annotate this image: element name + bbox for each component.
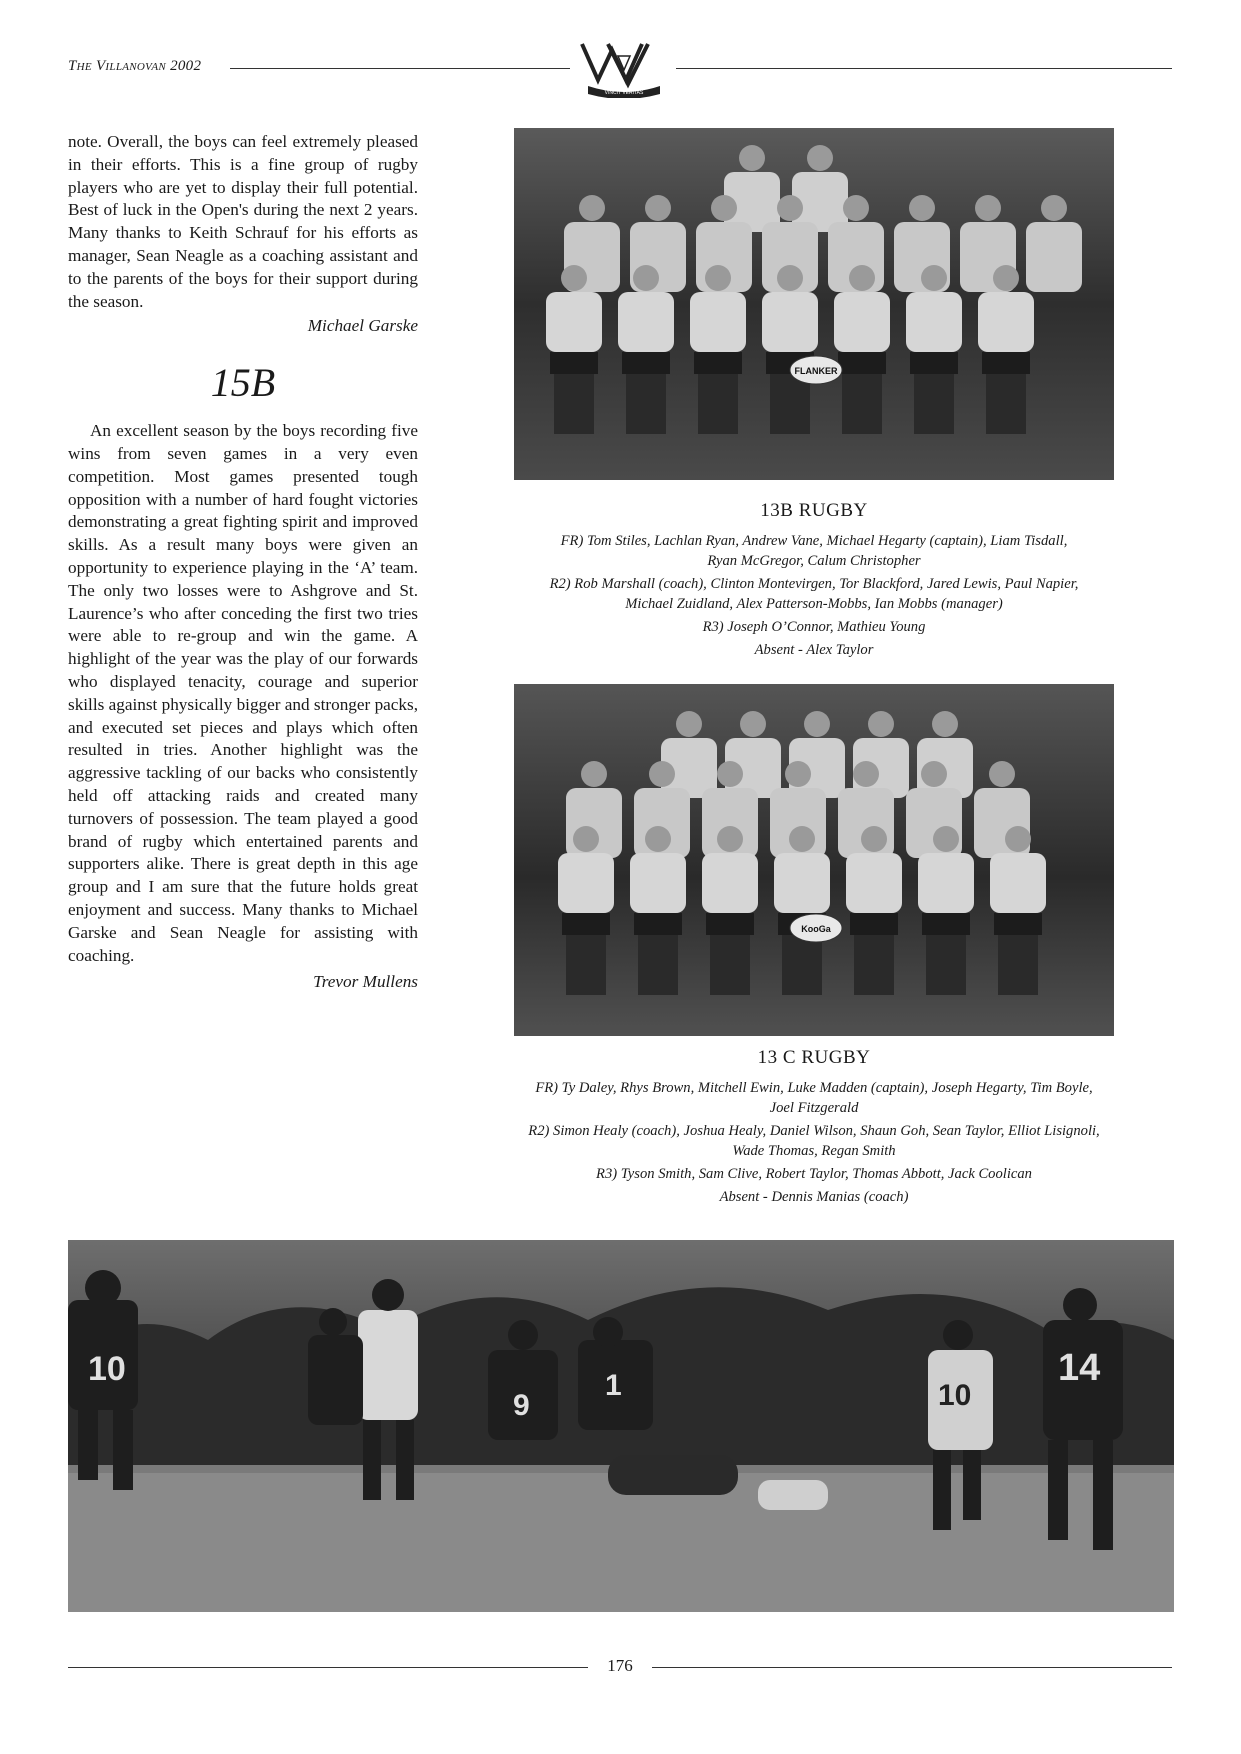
player-head — [789, 826, 815, 852]
player-jersey — [834, 292, 890, 352]
footer-rule-left — [68, 1667, 588, 1668]
jersey-number: 10 — [938, 1379, 972, 1412]
player-head — [777, 265, 803, 291]
logo-motto: VINCIT VERITAS — [604, 90, 644, 96]
player-head — [711, 195, 737, 221]
player-head — [645, 826, 671, 852]
player-shorts — [562, 913, 610, 935]
player-head — [739, 145, 765, 171]
player-head — [717, 761, 743, 787]
rugby-ball-text: KooGa — [801, 924, 831, 934]
player-head — [579, 195, 605, 221]
player-jersey — [774, 853, 830, 913]
player-head — [676, 711, 702, 737]
section-paragraph: An excellent season by the boys recording five wins from seven games in a very even competition. Most games presented tough opposition with a number of hard fought victories demonstrating a great fighting spirit and improved skills. As a result many boys were given an opportunity to experience playing in the ‘A’ team. The only two losses were to Ashgrove and St. Laurence’s who after conceding the first two tries were able to re-group and win the game. A highlight of the year was the play of our forwards who displayed tenacity, courage and superior skills against physically bigger and stronger packs, and executed set pieces and plays which often resulted in tries. Another highlight was the aggressive tackling of our backs who consistently held off attacking raids and created many turnovers of possession. The team played a good brand of rugby which entertained parents and supporters alike. There is great depth in this age group and I am sure that the future holds great enjoyment and success. Many thanks to Michael Garske and Sean Neagle for assisting with coaching. — [68, 421, 418, 965]
photo2-caption-line: Joel Fitzgerald — [769, 1100, 859, 1116]
player-jersey — [990, 853, 1046, 913]
photo1-caption-line: R2) Rob Marshall (coach), Clinton Montevirgen, Tor Blackford, Jared Lewis, Paul Napier, — [549, 576, 1079, 592]
player-jersey — [978, 292, 1034, 352]
jersey-number: 14 — [1058, 1347, 1101, 1389]
player-socks — [710, 935, 750, 995]
player-head — [868, 711, 894, 737]
photo1-caption-line: FR) Tom Stiles, Lachlan Ryan, Andrew Vane, Michael Hegarty (captain), Liam Tisdall, — [560, 533, 1068, 549]
player-head — [807, 145, 833, 171]
player-jersey — [918, 853, 974, 913]
player-socks — [554, 374, 594, 434]
photo1-caption-line: Absent - Alex Taylor — [754, 642, 874, 658]
player-socks — [842, 374, 882, 434]
player-head — [705, 265, 731, 291]
player-head — [921, 265, 947, 291]
rugby-ball-text: FLANKER — [794, 366, 838, 376]
header-rule-left — [230, 68, 570, 69]
player-jersey — [702, 853, 758, 913]
player-head — [1005, 826, 1031, 852]
player-head — [645, 195, 671, 221]
player-socks — [926, 935, 966, 995]
player-shorts — [994, 913, 1042, 935]
player-shorts — [850, 913, 898, 935]
jersey-number: 1 — [605, 1369, 622, 1402]
player-head — [849, 265, 875, 291]
photo1-caption-line: R3) Joseph O’Connor, Mathieu Young — [702, 619, 926, 635]
footer-rule-right — [652, 1667, 1172, 1668]
rugby-match-action-photo — [68, 1240, 1174, 1612]
player-socks — [638, 935, 678, 995]
player-head — [853, 761, 879, 787]
header-rule-right — [676, 68, 1172, 69]
player-socks — [566, 935, 606, 995]
photo1-caption-title: 13B RUGBY — [760, 500, 868, 521]
player-head — [633, 265, 659, 291]
player-head — [909, 195, 935, 221]
player-jersey — [630, 853, 686, 913]
section-heading-15b: 15B — [210, 360, 276, 406]
section-author: Trevor Mullens — [313, 972, 418, 992]
page-number: 176 — [607, 1656, 633, 1675]
school-crest-logo — [578, 40, 670, 98]
player-head — [933, 826, 959, 852]
running-header-title — [68, 58, 201, 75]
player-shorts — [922, 913, 970, 935]
player-head — [993, 265, 1019, 291]
photo1-caption-line: Michael Zuidland, Alex Patterson-Mobbs, Ian Mobbs (manager) — [625, 596, 1003, 612]
player-socks — [854, 935, 894, 995]
photo2-caption-line: Absent - Dennis Manias (coach) — [719, 1189, 909, 1205]
player-head — [717, 826, 743, 852]
header-title-name: he Villanovan — [76, 58, 166, 74]
player-head — [740, 711, 766, 737]
player-socks — [998, 935, 1038, 995]
player-shorts — [550, 352, 598, 374]
team-photo-13b — [514, 128, 1114, 480]
player-socks — [626, 374, 666, 434]
player-jersey — [558, 853, 614, 913]
player-shorts — [694, 352, 742, 374]
photo2-caption-line: R3) Tyson Smith, Sam Clive, Robert Taylor, Thomas Abbott, Jack Coolican — [596, 1166, 1032, 1182]
player-head — [561, 265, 587, 291]
jersey-number: 9 — [513, 1389, 530, 1422]
player-shorts — [622, 352, 670, 374]
player-head — [989, 761, 1015, 787]
player-jersey — [1026, 222, 1082, 292]
player-jersey — [618, 292, 674, 352]
player-head — [649, 761, 675, 787]
player-shorts — [910, 352, 958, 374]
intro-paragraph: note. Overall, the boys can feel extremely pleased in their efforts. This is a fine group of rugby players who are yet to display their full potential. Best of luck in the Open's during the next 2 years. Many thanks to Keith Schrauf for his efforts as manager, Sean Neagle as a coaching assistant and to the parents of the boys for their support during the season. — [68, 132, 418, 311]
player-socks — [770, 374, 810, 434]
player-shorts — [706, 913, 754, 935]
player-head — [932, 711, 958, 737]
player-jersey — [762, 292, 818, 352]
photo2-caption-title: 13 C RUGBY — [757, 1047, 871, 1068]
player-socks — [914, 374, 954, 434]
player-head — [777, 195, 803, 221]
player-jersey — [906, 292, 962, 352]
player-head — [921, 761, 947, 787]
player-head — [861, 826, 887, 852]
player-head — [573, 826, 599, 852]
team-photo-13c — [514, 684, 1114, 1036]
photo1-caption-line: Ryan McGregor, Calum Christopher — [707, 553, 921, 569]
player-socks — [782, 935, 822, 995]
jersey-number: 10 — [88, 1350, 126, 1388]
photo2-caption-line: R2) Simon Healy (coach), Joshua Healy, Daniel Wilson, Shaun Goh, Sean Taylor, Elliot Lisignoli, — [528, 1123, 1100, 1139]
player-shorts — [634, 913, 682, 935]
player-shorts — [982, 352, 1030, 374]
player-jersey — [846, 853, 902, 913]
player-jersey — [690, 292, 746, 352]
player-head — [843, 195, 869, 221]
player-head — [785, 761, 811, 787]
player-head — [1041, 195, 1067, 221]
photo2-caption-line: Wade Thomas, Regan Smith — [732, 1143, 896, 1159]
player-head — [975, 195, 1001, 221]
intro-author: Michael Garske — [307, 316, 418, 336]
player-socks — [986, 374, 1026, 434]
player-socks — [698, 374, 738, 434]
player-jersey — [546, 292, 602, 352]
player-shorts — [838, 352, 886, 374]
player-head — [804, 711, 830, 737]
header-title-initial: T — [68, 58, 77, 74]
photo2-caption-line: FR) Ty Daley, Rhys Brown, Mitchell Ewin, Luke Madden (captain), Joseph Hegarty, Tim Boyle, — [535, 1080, 1093, 1096]
left-text-column — [68, 131, 418, 994]
header-year: 2002 — [170, 58, 202, 74]
player-head — [581, 761, 607, 787]
